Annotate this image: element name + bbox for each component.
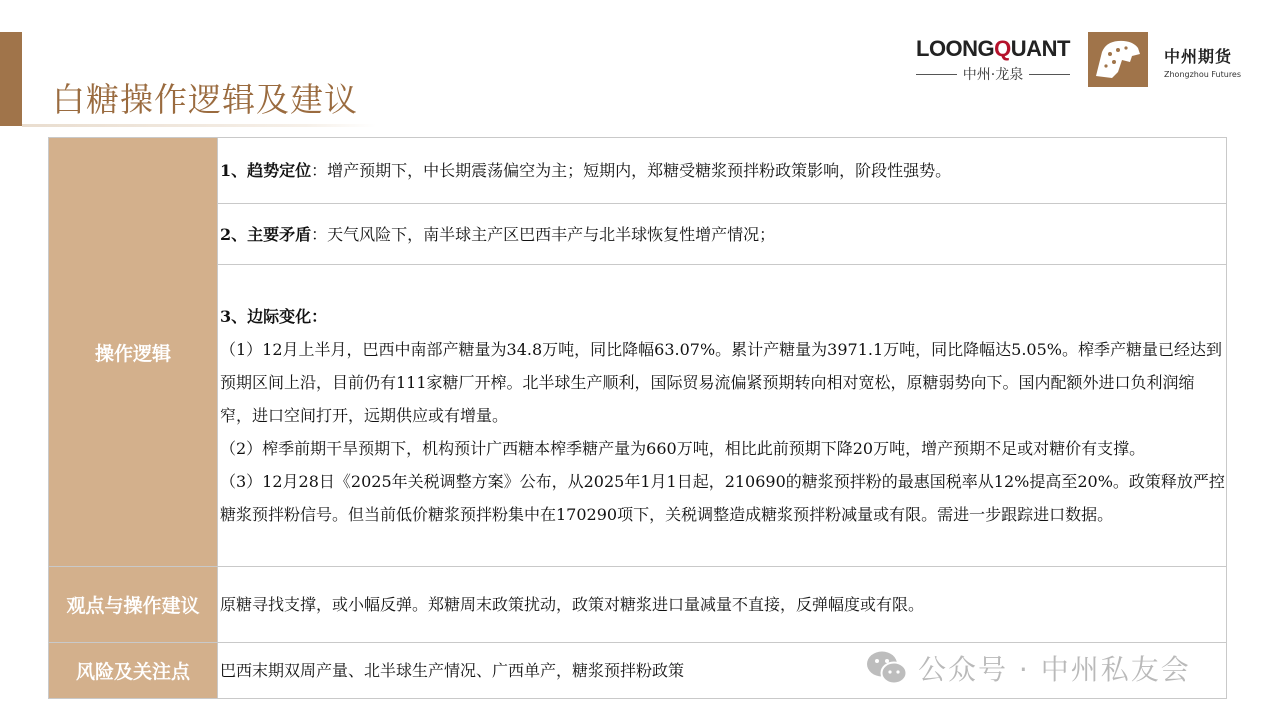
view-advice-text: 原糖寻找支撑，或小幅反弹。郑糖周末政策扰动，政策对糖浆进口量减量不直接，反弹幅度或有限。 [218, 567, 1227, 643]
wechat-watermark [866, 648, 1191, 688]
leopard-logo-icon [1088, 32, 1148, 87]
risk-focus-text: 巴西末期双周产量、北半球生产情况、广西单产，糖浆预拌粉政策 [218, 643, 1227, 699]
table-row [49, 204, 1227, 265]
title-accent-bar [0, 32, 22, 126]
main-contradiction-cell [218, 204, 1227, 265]
loongquant-subtitle: 中州·龙泉 [916, 64, 1070, 84]
watermark-text: 公众号 · 中州私友会 [918, 653, 1191, 686]
loongquant-logo [916, 36, 1070, 84]
title-underline [22, 124, 376, 127]
trend-positioning-body: ：增产预期下，中长期震荡偏空为主；短期内，郑糖受糖浆预拌粉政策影响，阶段性强势。 [311, 161, 952, 180]
zhongzhou-cn-name: 中州期货 [1164, 47, 1233, 66]
loongquant-wordmark: LOONGQUANT [916, 36, 1070, 61]
zhongzhou-futures-logo [1164, 44, 1241, 79]
label-view-advice: 观点与操作建议 [49, 567, 218, 643]
marginal-change-p2: （2）榨季前期干旱预期下，机构预计广西糖本榨季糖产量为660万吨，相比此前预期下降20万吨，增产预期不足或对糖价有支撑。 [220, 439, 1146, 458]
main-contradiction-body: ：天气风险下，南半球主产区巴西丰产与北半球恢复性增产情况； [311, 224, 776, 244]
main-contradiction-head: 2、主要矛盾 [220, 224, 312, 244]
page-title: 白糖操作逻辑及建议 [52, 80, 358, 119]
label-risk-focus: 风险及关注点 [49, 643, 218, 699]
marginal-change-cell [218, 265, 1227, 567]
table-row [49, 567, 1227, 643]
strategy-table [48, 137, 1227, 699]
marginal-change-head: 3、边际变化： [220, 307, 328, 326]
marginal-change-p3: （3）12月28日《2025年关税调整方案》公布，从2025年1月1日起，210690的糖浆预拌粉的最惠国税率从12%提高至20%。政策释放严控糖浆预拌粉信号。但当前低价糖浆预拌粉集中在170290项下，关税调整造成糖浆预拌粉减量或有限。需进一步跟踪进口数据。 [220, 472, 1225, 524]
trend-positioning-cell [218, 138, 1227, 204]
wechat-icon [866, 648, 908, 688]
table-row [49, 138, 1227, 204]
marginal-change-p1: （1）12月上半月，巴西中南部产糖量为34.8万吨，同比降幅63.07%。累计产糖量为3971.1万吨，同比降幅达5.05%。榨季产糖量已经达到预期区间上沿，目前仍有111家糖厂开榨。北半球生产顺利，国际贸易流偏紧预期转向相对宽松，原糖弱势向下。国内配额外进口负利润缩窄，进口空间打开，远期供应或有增量。 [220, 340, 1222, 425]
zhongzhou-en-name: Zhongzhou Futures [1164, 70, 1242, 79]
trend-positioning-head: 1、趋势定位 [220, 161, 312, 180]
label-operation-logic: 操作逻辑 [49, 138, 218, 567]
table-row [49, 265, 1227, 567]
